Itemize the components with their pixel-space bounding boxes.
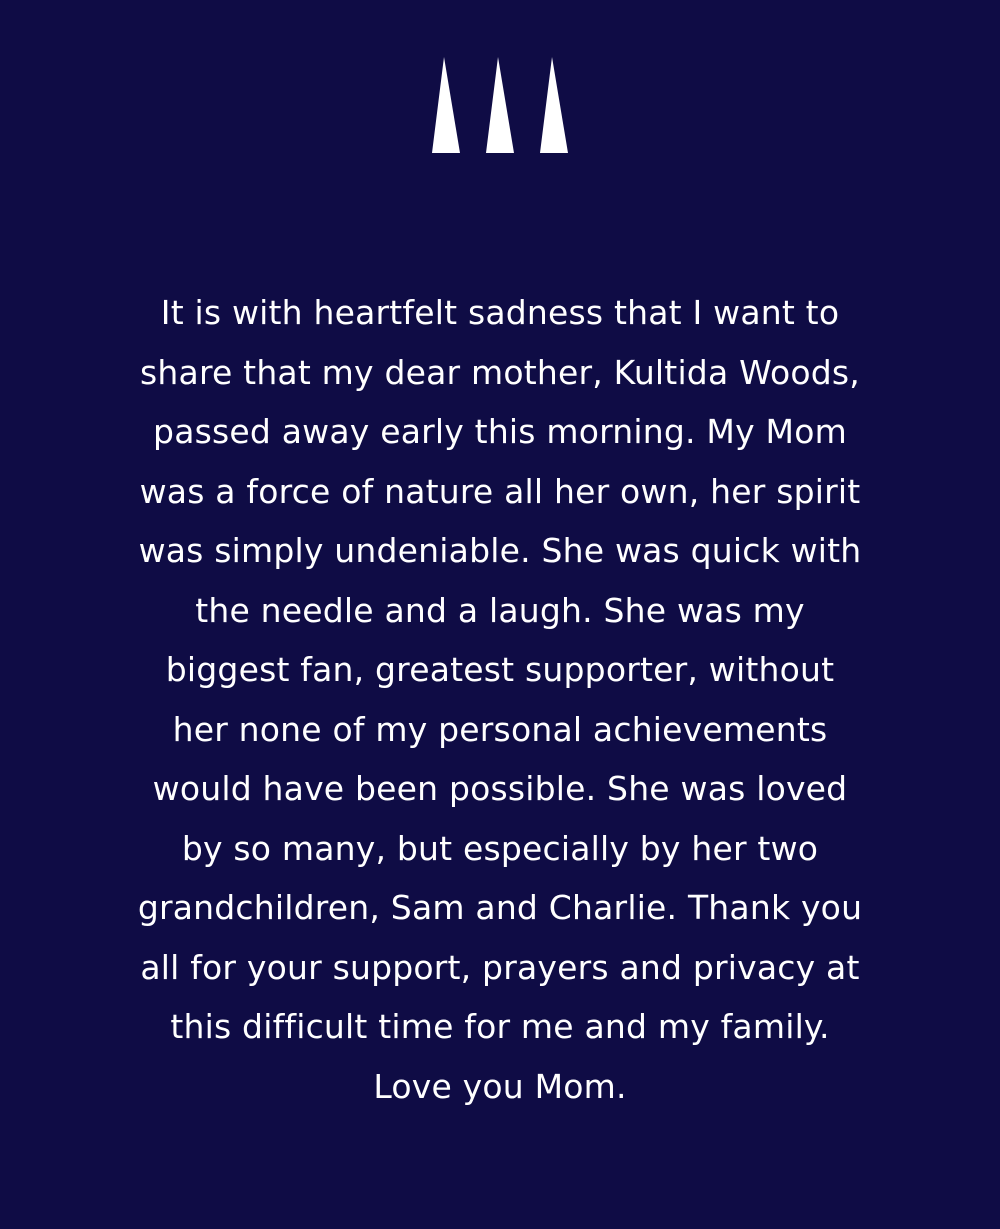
statement-line: was a force of nature all her own, her spirit xyxy=(139,471,861,511)
statement-line: grandchildren, Sam and Charlie. Thank you xyxy=(137,888,863,927)
statement-line: passed away early this morning. My Mom xyxy=(153,412,847,451)
statement-line: her none of my personal achievements xyxy=(172,709,828,749)
three-spires-svg xyxy=(430,57,570,157)
statement-line: share that my dear mother, Kultida Woods, xyxy=(140,352,860,392)
statement-line: biggest fan, greatest supporter, without xyxy=(165,650,835,689)
spire-middle xyxy=(486,57,514,153)
spire-left xyxy=(432,57,460,153)
statement-line: all for your support, prayers and privacy at xyxy=(140,947,860,987)
statement-line: this difficult time for me and my family. xyxy=(170,1007,830,1046)
statement-line: was simply undeniable. She was quick with xyxy=(138,531,862,570)
statement-line: the needle and a laugh. She was my xyxy=(195,590,805,630)
statement-line: by so many, but especially by her two xyxy=(181,828,819,868)
statement-line: Love you Mom. xyxy=(373,1066,627,1106)
three-spires-icon xyxy=(430,57,570,157)
spire-right xyxy=(540,57,568,153)
statement-line: would have been possible. She was loved xyxy=(152,769,848,808)
statement-text xyxy=(60,283,940,1116)
statement-line: It is with heartfelt sadness that I want to xyxy=(160,293,840,332)
